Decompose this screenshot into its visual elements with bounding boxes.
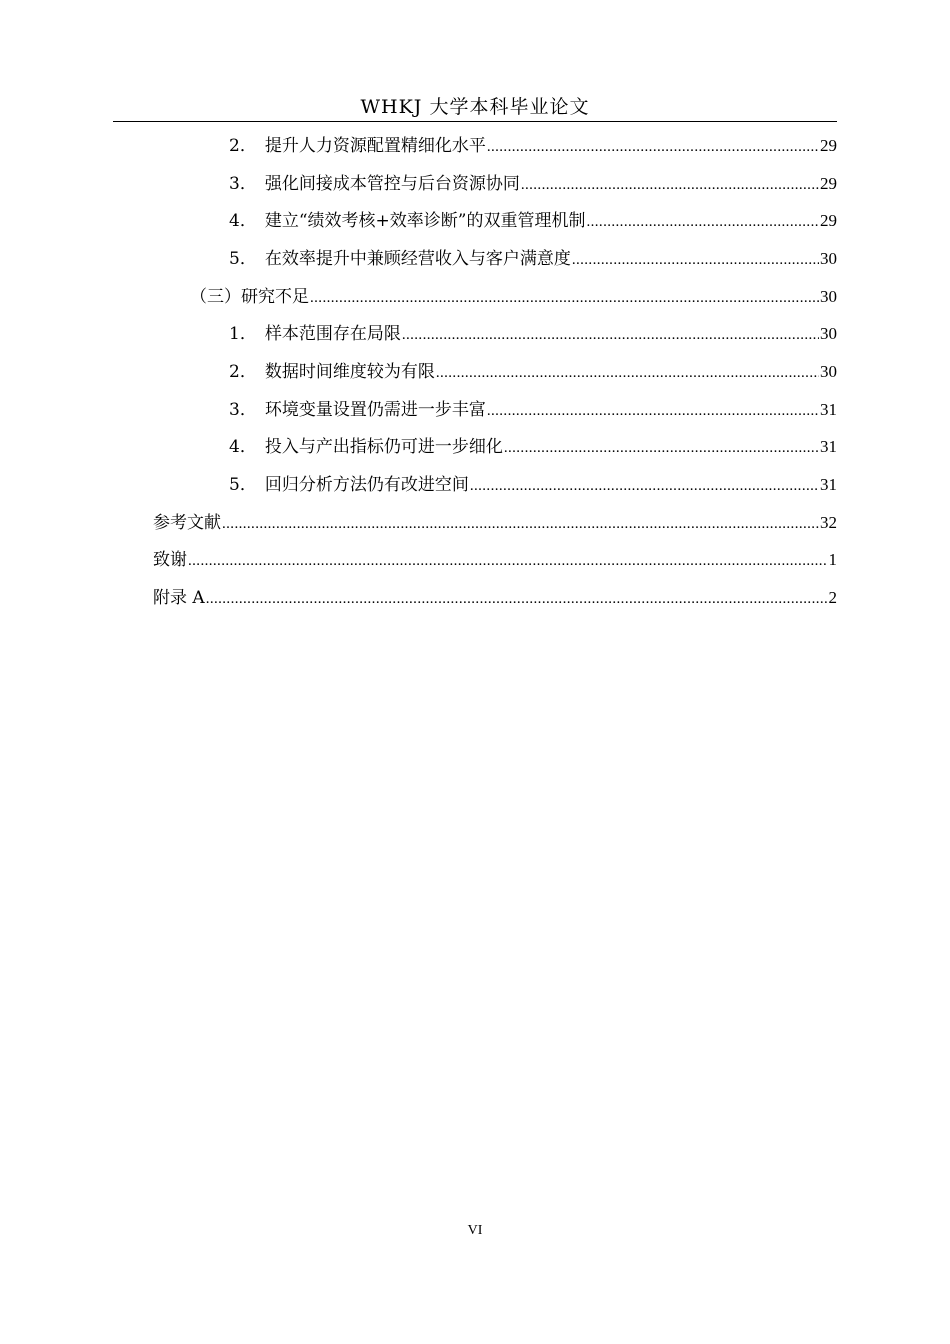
dot-leader — [470, 473, 819, 498]
toc-entry-page: 29 — [820, 174, 837, 193]
toc-entry-number: 5． — [229, 249, 257, 269]
toc-entry-title: 参考文献 — [153, 513, 221, 533]
toc-entry-title: 致谢 — [153, 550, 187, 570]
toc-entry-page: 30 — [820, 287, 837, 306]
toc-entry-number: 3． — [229, 174, 257, 194]
toc-entry-title: 附录 A — [153, 588, 205, 608]
toc-entry[interactable] — [229, 247, 837, 271]
dot-leader — [188, 548, 828, 573]
toc-entry-page: 30 — [820, 362, 837, 381]
toc-entry-number: 2． — [229, 136, 257, 156]
toc-entry[interactable] — [153, 511, 837, 535]
toc-entry[interactable] — [229, 398, 837, 422]
toc-entry-title: 样本范围存在局限 — [264, 324, 401, 344]
toc-entry[interactable] — [153, 586, 837, 610]
toc-entry-page: 30 — [820, 249, 837, 268]
toc-entry-page: 29 — [820, 136, 837, 155]
toc-entry-title: （三）研究不足 — [190, 287, 309, 307]
toc-entry-title: 强化间接成本管控与后台资源协同 — [264, 174, 520, 194]
dot-leader — [572, 247, 819, 272]
toc-entry-title: 在效率提升中兼顾经营收入与客户满意度 — [264, 249, 571, 269]
dot-leader — [586, 209, 819, 234]
toc-entry[interactable] — [153, 548, 837, 572]
toc-entry-page: 1 — [828, 550, 837, 569]
toc-entry[interactable] — [229, 134, 837, 158]
toc-entry-title: 建立“绩效考核+效率诊断”的双重管理机制 — [264, 211, 586, 231]
toc-entry-number: 2． — [229, 362, 257, 382]
toc-entry-title: 环境变量设置仍需进一步丰富 — [264, 400, 486, 420]
toc-entry-number: 5． — [229, 475, 257, 495]
toc-entry-page: 32 — [820, 513, 837, 532]
toc-entry-page: 31 — [820, 475, 837, 494]
toc-entry-number: 4． — [229, 211, 257, 231]
toc-entry-title: 数据时间维度较为有限 — [264, 362, 435, 382]
dot-leader — [504, 435, 819, 460]
toc-entry-page: 30 — [820, 324, 837, 343]
toc-entry-number: 4． — [229, 437, 257, 457]
toc-entry[interactable] — [229, 360, 837, 384]
toc-entry-title: 回归分析方法仍有改进空间 — [264, 475, 469, 495]
toc-entry[interactable] — [229, 473, 837, 497]
dot-leader — [222, 511, 819, 536]
toc-entry[interactable] — [190, 285, 837, 309]
dot-leader — [206, 586, 828, 611]
dot-leader — [436, 360, 819, 385]
toc-entry-page: 2 — [828, 588, 837, 607]
header-title: WHKJ 大学本科毕业论文 — [360, 96, 590, 118]
dot-leader — [487, 134, 819, 159]
dot-leader — [402, 322, 819, 347]
toc-entry[interactable] — [229, 172, 837, 196]
dot-leader — [310, 285, 819, 310]
toc-entry-page: 29 — [820, 211, 837, 230]
page-number: VI — [467, 1223, 483, 1238]
toc-entry[interactable] — [229, 209, 837, 233]
toc-entry-number: 3． — [229, 400, 257, 420]
toc-entry-page: 31 — [820, 437, 837, 456]
toc-entry-title: 提升人力资源配置精细化水平 — [264, 136, 486, 156]
toc-entry-title: 投入与产出指标仍可进一步细化 — [264, 437, 503, 457]
dot-leader — [487, 398, 819, 423]
toc-entry-number: 1． — [229, 324, 257, 344]
toc-entry[interactable] — [229, 322, 837, 346]
dot-leader — [521, 172, 819, 197]
toc-entry[interactable] — [229, 435, 837, 459]
toc-entry-page: 31 — [820, 400, 837, 419]
